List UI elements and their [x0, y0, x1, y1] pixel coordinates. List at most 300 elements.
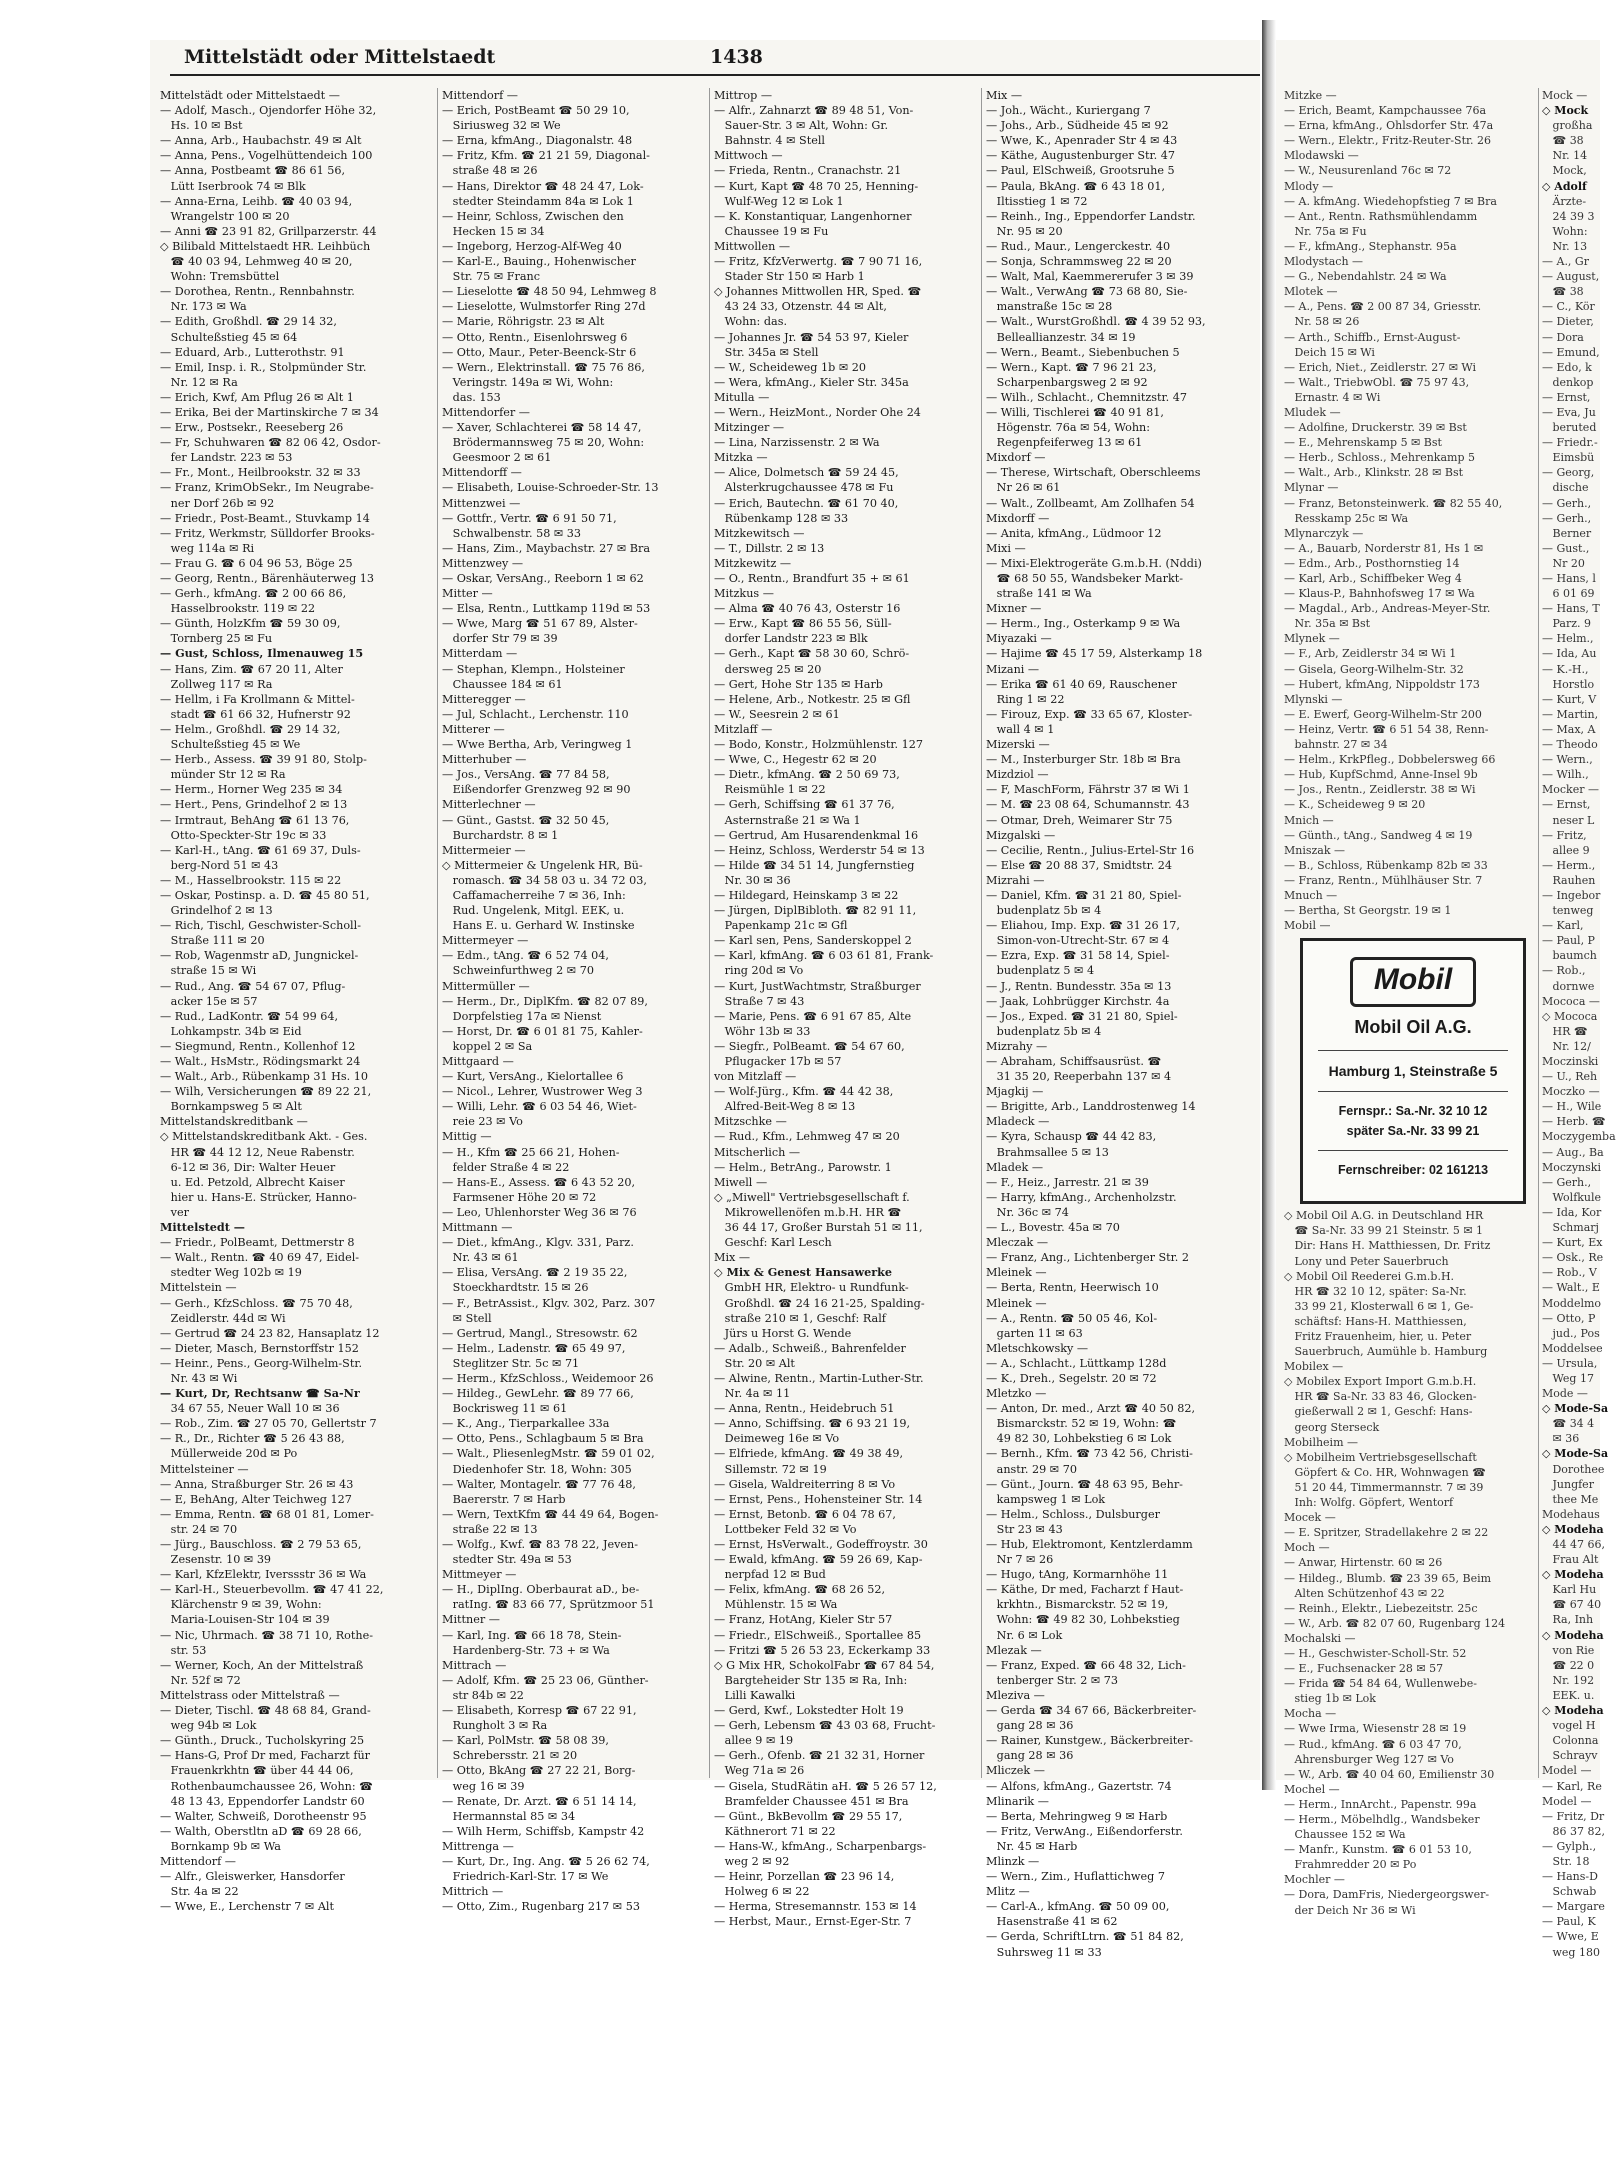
directory-entry-line: ◇ Mode-Sa [1542, 1402, 1609, 1416]
directory-entry-line: Horstlo [1542, 677, 1595, 691]
directory-entry-line: — Manfr., Kunstm. ☎ 6 01 53 10, [1284, 1843, 1472, 1857]
directory-entry-line: Lütt Iserbrook 74 ✉ Blk [160, 179, 306, 193]
directory-entry-line: — Gerh., [1542, 511, 1592, 525]
directory-entry-line: allee 9 ✉ 19 [714, 1734, 794, 1748]
directory-entry-line: Mittermüller — [442, 979, 530, 993]
directory-entry-line: — Ernst, Pens., Hohensteiner Str. 14 [714, 1492, 923, 1506]
directory-entry-line: — O., Rentn., Brandfurt 35 + ✉ 61 [714, 572, 910, 585]
directory-entry-line: — A., Pens. ☎ 2 00 87 34, Griesstr. [1284, 300, 1482, 314]
directory-entry-line: — Wilh Herm, Schiffsb, Kampstr 42 [442, 1824, 645, 1838]
directory-entry-line: Nr. 30 ✉ 36 [714, 873, 791, 887]
directory-entry-line: — Kurt, Ex [1542, 1236, 1603, 1250]
directory-entry-line: Mitzschke — [714, 1115, 787, 1129]
directory-entry-line: straße 210 ✉ 1, Geschf: Ralf [714, 1311, 886, 1325]
directory-entry-line: — Eduard, Arb., Lutterothstr. 91 [160, 345, 345, 359]
directory-entry-line: Mlinzk — [986, 1854, 1040, 1868]
directory-entry-line: stadt ☎ 61 66 32, Hufnerstr 92 [160, 707, 351, 721]
directory-entry-line: — K., Ang., Tierparkallee 33a [442, 1417, 610, 1431]
directory-entry-line: — Heinr., Pens., Georg-Wilhelm-Str. [160, 1356, 363, 1370]
mobil-oil-advertisement [1300, 938, 1526, 1204]
directory-entry-line: ◇ G Mix HR, SchokolFabr ☎ 67 84 54, [714, 1658, 935, 1672]
directory-entry-line: tenweg [1542, 904, 1594, 918]
directory-entry-line: Zollweg 117 ✉ Ra [160, 677, 273, 691]
directory-entry-line: — Fr., Mont., Heilbrookstr. 32 ✉ 33 [160, 466, 361, 480]
directory-entry-line: — Jürg., Bauschloss. ☎ 2 79 53 65, [160, 1538, 362, 1551]
directory-entry-line: der Deich Nr 36 ✉ Wi [1284, 1903, 1416, 1917]
directory-entry-line: — Gerh., KfzSchloss. ☎ 75 70 48, [160, 1296, 353, 1310]
directory-entry-line: Mocker — [1542, 783, 1599, 797]
directory-entry-line: — Martin, [1542, 707, 1599, 721]
directory-entry-line: — Ingebor [1542, 888, 1601, 902]
directory-entry-line: — Elisa, VersAng. ☎ 2 19 35 22, [442, 1266, 628, 1280]
directory-entry-line: Rübenkamp 128 ✉ 33 [714, 511, 849, 525]
directory-entry-line: — Mixi-Elektrogeräte G.m.b.H. (Nddi) [986, 556, 1202, 570]
directory-entry-line: Mjagkij — [986, 1085, 1044, 1099]
directory-entry-line: — Wwe, K., Apenrader Str 4 ✉ 43 [986, 134, 1178, 148]
directory-column-2 [442, 88, 704, 1914]
directory-entry-line: Nr. 43 ✉ Wi [160, 1371, 238, 1385]
directory-entry-line: — Erich, Beamt, Kampchaussee 76a [1284, 104, 1487, 118]
directory-entry-line: Pflugacker 17b ✉ 57 [714, 1055, 842, 1068]
directory-entry-line: Mobilheim — [1284, 1435, 1359, 1449]
directory-entry-line: — Gerda ☎ 34 67 66, Bäckerbreiter- [986, 1704, 1197, 1718]
directory-entry-line: Mnuch — [1284, 888, 1338, 902]
directory-entry-line: — F., kfmAng., Stephanstr. 95a [1284, 239, 1457, 253]
directory-entry-line: Asternstraße 21 ✉ Wa 1 [714, 813, 861, 827]
directory-entry-line: EEK. u. [1542, 1688, 1595, 1702]
directory-entry-line: — Hildegard, Heinskamp 3 ✉ 22 [714, 888, 899, 902]
directory-entry-line: — E, BehAng, Alter Teichweg 127 [160, 1492, 352, 1506]
directory-entry-line: Parz. 9 [1542, 617, 1592, 631]
directory-entry-line: 33 99 21, Klosterwall 6 ✉ 1, Ge- [1284, 1299, 1474, 1313]
directory-entry-line: — Wwe Bertha, Arb, Veringweg 1 [442, 738, 633, 752]
directory-entry-line: Mittwoch — [714, 149, 783, 163]
directory-entry-line: Mizani — [986, 662, 1040, 676]
directory-entry-line: — Gisela, Waldreiterring 8 ✉ Vo [714, 1477, 896, 1491]
directory-entry-line: Mochler — [1284, 1873, 1345, 1887]
directory-entry-line: — Hans-D [1542, 1870, 1598, 1884]
directory-entry-line: — T., Dillstr. 2 ✉ 13 [714, 541, 825, 555]
directory-entry-line: — Willi, Lehr. ☎ 6 03 54 46, Wiet- [442, 1100, 637, 1114]
directory-entry-line: das. 153 [442, 390, 501, 404]
right-page-column-1 [1284, 88, 1534, 1917]
directory-entry-line: Mlody — [1284, 179, 1334, 193]
directory-entry-line: Sillemstr. 72 ✉ 19 [714, 1462, 827, 1476]
directory-entry-line: — Paul, P [1542, 934, 1595, 948]
directory-entry-line: — August, [1542, 270, 1600, 284]
directory-entry-line: Mittendorff — [442, 466, 522, 480]
directory-entry-line: budenplatz 5b ✉ 4 [986, 1024, 1102, 1038]
directory-entry-line: — Edo, k [1542, 360, 1592, 374]
directory-entry-line: — Kurt, Kapt ☎ 48 70 25, Henning- [714, 179, 919, 193]
directory-entry-line: von Rie [1542, 1643, 1595, 1657]
directory-entry-line: — Helm., Ladenstr. ☎ 65 49 97, [442, 1341, 626, 1355]
directory-entry-line: Mlodawski — [1284, 149, 1359, 163]
directory-entry-line: — Jos., Exped. ☎ 31 21 80, Spiel- [986, 1009, 1178, 1023]
directory-entry-line: ◇ Modeha [1542, 1704, 1604, 1718]
directory-entry-line: Chaussee 19 ✉ Fu [714, 224, 829, 238]
directory-entry-line: — Gust, Schloss, Ilmenauweg 15 [160, 646, 364, 661]
directory-entry-line: — Fritz, Kfm. ☎ 21 21 59, Diagonal- [442, 149, 650, 163]
directory-entry-line: Mitterhuber — [442, 753, 527, 767]
directory-entry-line: neser L [1542, 813, 1595, 827]
directory-entry-line: — Walt., Rentn. ☎ 40 69 47, Eidel- [160, 1251, 360, 1265]
directory-entry-line: — Walt., WurstGroßhdl. ☎ 4 39 52 93, [986, 315, 1206, 329]
directory-entry-line: Simon-von-Utrecht-Str. 67 ✉ 4 [986, 934, 1170, 948]
directory-entry-line: — Friedr.- [1542, 436, 1598, 450]
directory-entry-line: Caffamacherreihe 7 ✉ 36, Inh: [442, 888, 626, 902]
directory-entry-line: Schwab [1542, 1885, 1597, 1899]
directory-entry-line: Farmsener Höhe 20 ✉ 72 [442, 1190, 597, 1204]
directory-entry-line: weg 180 [1542, 1945, 1600, 1959]
directory-entry-line: — Adolfine, Druckerstr. 39 ✉ Bst [1284, 421, 1467, 435]
directory-entry-line: romasch. ☎ 34 58 03 u. 34 72 03, [442, 873, 647, 887]
book-gutter [1262, 20, 1276, 1790]
directory-entry-line: — Edith, Großhdl. ☎ 29 14 32, [160, 315, 337, 329]
directory-entry-line: — Hub, Elektromont, Kentzlerdamm [986, 1538, 1193, 1551]
directory-entry-line: — Ida, Kor [1542, 1205, 1602, 1219]
directory-column-1 [160, 88, 432, 1914]
directory-entry-line: Maria-Louisen-Str 104 ✉ 39 [160, 1613, 330, 1627]
directory-entry-line: budenplatz 5 ✉ 4 [986, 964, 1095, 978]
column-divider [709, 88, 710, 1778]
directory-entry-line: Zesenstr. 10 ✉ 39 [160, 1553, 272, 1567]
directory-entry-line: — Herm., [1542, 858, 1596, 872]
directory-entry-line: Wolfkule [1542, 1190, 1602, 1204]
directory-entry-line: dische [1542, 481, 1589, 495]
directory-entry-line: — Emma, Rentn. ☎ 68 01 81, Lomer- [160, 1507, 374, 1521]
directory-entry-line: Inh: Wolfg. Göpfert, Wentorf [1284, 1496, 1454, 1510]
directory-entry-line: Käthnerort 71 ✉ 22 [714, 1824, 836, 1838]
directory-entry-line: ☎ 38 [1542, 134, 1584, 148]
directory-entry-line: — Sonja, Schrammsweg 22 ✉ 20 [986, 255, 1172, 269]
directory-entry-line: — Erw., Kapt ☎ 86 55 56, Süll- [714, 617, 892, 631]
directory-entry-line: Mlynski — [1284, 692, 1343, 706]
directory-entry-line: — Wern, TextKfm ☎ 44 49 64, Bogen- [442, 1507, 659, 1521]
directory-entry-line: — Wilh., [1542, 768, 1589, 782]
directory-entry-line: Bargteheider Str 135 ✉ Ra, Inh: [714, 1673, 908, 1687]
directory-entry-line: — Ernst, [1542, 798, 1591, 812]
directory-entry-line: Mlezak — [986, 1643, 1042, 1657]
directory-entry-line: Nr. 6 ✉ Lok [986, 1628, 1063, 1642]
directory-entry-line: — Otto, Maur., Peter-Beenck-Str 6 [442, 345, 637, 359]
directory-entry-line: Mühlenstr. 15 ✉ Wa [714, 1598, 838, 1612]
directory-entry-line: Str. 345a ✉ Stell [714, 345, 819, 359]
directory-entry-line: — Karl-E., Bauing., Hohenwischer [442, 255, 636, 269]
directory-entry-line: ◇ Modeha [1542, 1522, 1604, 1536]
directory-entry-line: — Alwine, Rentn., Martin-Luther-Str. [714, 1371, 924, 1385]
directory-entry-line: Friedrich-Karl-Str. 17 ✉ We [442, 1870, 609, 1884]
directory-entry-line: Wrangelstr 100 ✉ 20 [160, 209, 290, 223]
directory-entry-line: Mittelstedt — [160, 1220, 245, 1235]
directory-entry-line: Lohkampstr. 34b ✉ Eid [160, 1024, 302, 1038]
directory-entry-line: — E. Ewerf, Georg-Wilhelm-Str 200 [1284, 707, 1482, 721]
directory-entry-line: — H., Wile [1542, 1100, 1602, 1114]
directory-entry-line: — Günth, HolzKfm ☎ 59 30 09, [160, 617, 341, 631]
directory-entry-line: Jürs u Horst G. Wende [714, 1326, 852, 1340]
directory-entry-line: — Ursula, [1542, 1356, 1598, 1370]
directory-entry-line: — Gerh., [1542, 496, 1592, 510]
directory-entry-line: — Else ☎ 20 88 37, Smidtstr. 24 [986, 858, 1173, 872]
directory-entry-line: Mitzke — [1284, 89, 1337, 102]
directory-entry-line: krkhtn., Bismarckstr. 52 ✉ 19, [986, 1598, 1169, 1612]
directory-entry-line: — Emund, [1542, 345, 1600, 359]
directory-entry-line: — Walt., VerwAng ☎ 73 68 80, Sie- [986, 285, 1188, 299]
directory-entry-line: — Gerh., Ofenb. ☎ 21 32 31, Horner [714, 1749, 925, 1763]
directory-entry-line: — Georg, [1542, 466, 1595, 480]
directory-entry-line: — Walt., TriebwObl. ☎ 75 97 43, [1284, 375, 1470, 389]
directory-entry-line: — Frieda, Rentn., Cranachstr. 21 [714, 164, 902, 178]
directory-entry-line: Chaussee 152 ✉ Wa [1284, 1828, 1406, 1842]
directory-entry-line: — Hans-W., kfmAng., Scharpenbargs- [714, 1839, 927, 1853]
directory-entry-line: — Edm., tAng. ☎ 6 52 74 04, [442, 949, 609, 963]
directory-entry-line: Str. 20 ✉ Alt [714, 1356, 795, 1370]
directory-entry-line: — Heinz, Schloss, Werderstr 54 ✉ 13 [714, 843, 925, 857]
directory-entry-line: Mletschkowsky — [986, 1341, 1089, 1355]
directory-entry-line: — H., DiplIng. Oberbaurat aD., be- [442, 1583, 640, 1597]
directory-entry-line: Hardenberg-Str. 73 + ✉ Wa [442, 1643, 610, 1657]
ad-telex: Fernschreiber: 02 161213 [1337, 1163, 1489, 1177]
directory-entry-line: — Franz, Exped. ☎ 66 48 32, Lich- [986, 1658, 1186, 1672]
directory-entry-line: Rauhen [1542, 873, 1596, 887]
directory-entry-line: Diedenhofer Str. 18, Wohn: 305 [442, 1462, 632, 1476]
directory-entry-line: — Johannes Jr. ☎ 54 53 97, Kieler [714, 330, 909, 344]
directory-entry-line: — Paul, ElSchweiß, Grootsruhe 5 [986, 164, 1175, 178]
directory-entry-line: Str. 18 [1542, 1854, 1590, 1868]
directory-entry-line: Mludek — [1284, 405, 1341, 419]
directory-entry-line: Mizrahi — [986, 873, 1045, 887]
directory-entry-line: — Ida, Au [1542, 647, 1597, 661]
directory-entry-line: — Otto, Pens., Schlagbaum 5 ✉ Bra [442, 1432, 644, 1446]
directory-entry-line: 34 67 55, Neuer Wall 10 ✉ 36 [160, 1402, 340, 1416]
directory-entry-line: Ahrensburger Weg 127 ✉ Vo [1284, 1752, 1454, 1766]
directory-entry-line: — Hubert, kfmAng, Nippoldstr 173 [1284, 677, 1480, 691]
directory-entry-line: — Gottfr., Vertr. ☎ 6 91 50 71, [442, 511, 617, 525]
directory-entry-line: — Gertrud, Mangl., Stresowstr. 62 [442, 1326, 638, 1340]
directory-entry-line: — Rob, Wagenmstr aD, Jungnickel- [160, 949, 359, 963]
directory-entry-line: straße 48 ✉ 26 [442, 164, 538, 178]
directory-entry-line: Högenstr. 76a ✉ 54, Wohn: [986, 421, 1151, 435]
directory-entry-line: — Karl, [1542, 919, 1584, 933]
directory-entry-line: weg 2 ✉ 92 [714, 1854, 790, 1868]
directory-entry-line: Nr. 45 ✉ Harb [986, 1839, 1078, 1853]
directory-entry-line: Mittelsteiner — [160, 1462, 249, 1476]
directory-entry-line: — Erich, PostBeamt ☎ 50 29 10, [442, 104, 630, 118]
directory-entry-line: — Herm., Ing., Osterkamp 9 ✉ Wa [986, 617, 1181, 631]
directory-entry-line: ◇ Bilibald Mittelstaedt HR. Leihbüch [160, 239, 371, 253]
directory-entry-line: Schrayv [1542, 1749, 1598, 1763]
directory-entry-line: ✉ 36 [1542, 1432, 1580, 1446]
directory-entry-line: — M., Insterburger Str. 18b ✉ Bra [986, 753, 1181, 767]
directory-entry-line: — Hellm, i Fa Krollmann & Mittel- [160, 692, 355, 706]
directory-entry-line: — Rainer, Kunstgew., Bäckerbreiter- [986, 1734, 1194, 1748]
page-number: 1438 [710, 46, 763, 68]
directory-entry-line: Mitterlechner — [442, 798, 536, 812]
directory-entry-line: Straße 7 ✉ 43 [714, 994, 805, 1008]
directory-entry-line: — Walt., Zollbeamt, Am Zollhafen 54 [986, 496, 1195, 510]
directory-entry-line: — Wwe, E [1542, 1930, 1599, 1944]
directory-entry-line: Moczinski [1542, 1055, 1599, 1068]
directory-entry-line: Nr. 12 ✉ Ra [160, 375, 238, 389]
directory-entry-line: ◇ Modeha [1542, 1628, 1604, 1642]
directory-entry-line: — Hans, Zim., Maybachstr. 27 ✉ Bra [442, 541, 651, 555]
directory-entry-line: — Hans, Zim. ☎ 67 20 11, Alter [160, 662, 343, 676]
directory-entry-line: ring 20d ✉ Vo [714, 964, 804, 978]
directory-entry-line: Ernastr. 4 ✉ Wi [1284, 390, 1381, 404]
directory-entry-line: baumch [1542, 949, 1597, 963]
directory-entry-line: — Paul, K [1542, 1915, 1596, 1929]
directory-entry-line: — Hajime ☎ 45 17 59, Alsterkamp 18 [986, 647, 1203, 661]
directory-entry-line: 48 13 43, Eppendorfer Landstr 60 [160, 1794, 365, 1808]
directory-entry-line: Moch — [1284, 1541, 1330, 1555]
directory-entry-line: — Gerh, Lebensm ☎ 43 03 68, Frucht- [714, 1719, 936, 1733]
directory-entry-line: Brahmsallee 5 ✉ 13 [986, 1145, 1109, 1159]
page-title: Mittelstädt oder Mittelstaedt [184, 46, 496, 68]
directory-entry-line: — Firouz, Exp. ☎ 33 65 67, Kloster- [986, 707, 1193, 721]
directory-entry-line: Schulteßstieg 45 ✉ 64 [160, 330, 298, 344]
directory-entry-line: Eißendorfer Grenzweg 92 ✉ 90 [442, 783, 631, 797]
directory-entry-line: — Reinh., Elektr., Liebezeitstr. 25c [1284, 1601, 1478, 1615]
directory-entry-line: Reismühle 1 ✉ 22 [714, 783, 826, 797]
directory-entry-line: — E. Spritzer, Stradellakehre 2 ✉ 22 [1284, 1526, 1489, 1540]
directory-entry-line: Mococa — [1542, 994, 1600, 1008]
directory-entry-line: Jungfer [1542, 1477, 1594, 1491]
directory-entry-line: — Fritzi ☎ 5 26 53 23, Eckerkamp 33 [714, 1643, 931, 1657]
directory-entry-line: Alten Schützenhof 43 ✉ 22 [1284, 1586, 1445, 1600]
directory-entry-line: — Bodo, Konstr., Holzmühlenstr. 127 [714, 738, 923, 752]
directory-entry-line: — Gylph., [1542, 1839, 1597, 1853]
directory-entry-line: Mittermeier — [442, 843, 526, 857]
directory-entry-line: — Renate, Dr. Arzt. ☎ 6 51 14 14, [442, 1794, 637, 1808]
directory-entry-line: felder Straße 4 ✉ 22 [442, 1160, 570, 1174]
directory-entry-line: — J., Rentn. Bundesstr. 35a ✉ 13 [986, 979, 1172, 993]
directory-entry-line: — Anni ☎ 23 91 82, Grillparzerstr. 44 [160, 224, 377, 238]
directory-entry-line: — Karl-H., tAng. ☎ 61 69 37, Duls- [160, 843, 361, 857]
directory-entry-line: Mittenzwei — [442, 496, 521, 510]
directory-entry-line: — Karl, Ing. ☎ 66 18 78, Stein- [442, 1628, 622, 1642]
directory-entry-line: Nr. 4a ✉ 11 [714, 1387, 791, 1401]
directory-entry-line: — Gertrud, Am Husarendenkmal 16 [714, 828, 919, 842]
directory-entry-line: Stoeckhardtstr. 15 ✉ 26 [442, 1281, 589, 1295]
directory-entry-line: Mittelstein — [160, 1281, 237, 1295]
directory-entry-line: — Herb., Schloss., Mehrenkamp 5 [1284, 451, 1475, 465]
directory-entry-line: — Harry, kfmAng., Archenholzstr. [986, 1190, 1177, 1204]
directory-entry-line: stieg 1b ✉ Lok [1284, 1692, 1376, 1706]
directory-entry-line: Nr 20 [1542, 556, 1585, 570]
directory-entry-line: Geesmoor 2 ✉ 61 [442, 451, 552, 465]
directory-entry-line: anstr. 29 ✉ 70 [986, 1462, 1077, 1476]
directory-entry-line: manstraße 15c ✉ 28 [986, 300, 1113, 314]
directory-entry-line: — Theodo [1542, 738, 1598, 752]
directory-entry-line: 6 01 69 [1542, 587, 1595, 601]
directory-entry-line: HR ☎ [1542, 1024, 1588, 1038]
directory-entry-line: Mliczek — [986, 1764, 1045, 1778]
directory-entry-line: Mittmeyer — [442, 1568, 517, 1582]
directory-entry-line: Nr. 14 [1542, 149, 1588, 163]
directory-entry-line: ◇ Mock [1542, 104, 1589, 118]
directory-entry-line: — Gert, Hohe Str 135 ✉ Harb [714, 677, 883, 691]
column-divider [437, 88, 438, 1778]
directory-entry-line: Burchardstr. 8 ✉ 1 [442, 828, 559, 842]
directory-entry-line: Moddelmo [1542, 1296, 1602, 1310]
directory-entry-line: — Willi, Tischlerei ☎ 40 91 81, [986, 405, 1164, 419]
directory-entry-line: — Eliahou, Imp. Exp. ☎ 31 26 17, [986, 919, 1180, 933]
directory-entry-line: gang 28 ✉ 36 [986, 1749, 1074, 1763]
directory-entry-line: Dorothee [1542, 1462, 1605, 1476]
directory-entry-line: — Gerh, Schiffsing ☎ 61 37 76, [714, 798, 895, 812]
directory-entry-line: Hs. 10 ✉ Bst [160, 119, 243, 133]
directory-entry-line: Mitscherlich — [714, 1145, 801, 1159]
directory-entry-line: — Marie, Pens. ☎ 6 91 67 85, Alte [714, 1009, 912, 1023]
directory-entry-line: — Carl-A., kfmAng. ☎ 50 09 00, [986, 1900, 1170, 1914]
directory-entry-line: Mitulla — [714, 390, 770, 404]
column-divider [1538, 88, 1539, 1778]
directory-entry-line: — Emil, Insp. i. R., Stolpmünder Str. [160, 360, 367, 374]
ad-divider [1318, 1050, 1508, 1051]
directory-entry-line: Dorpfelstieg 17a ✉ Nienst [442, 1009, 602, 1023]
directory-entry-line: Mleczak — [986, 1236, 1049, 1250]
directory-entry-line: — Franz, KrimObSekr., Im Neugrabe- [160, 481, 374, 495]
directory-entry-line: Grindelhof 2 ✉ 13 [160, 904, 273, 918]
directory-entry-line: Nr. 58 ✉ 26 [1284, 315, 1360, 329]
directory-entry-line: straße 15 ✉ Wi [160, 964, 257, 978]
directory-entry-line: — Rud., kfmAng. ☎ 6 03 47 70, [1284, 1737, 1462, 1751]
directory-entry-line: — Wern., Elektrinstall. ☎ 75 76 86, [442, 360, 645, 374]
directory-entry-line: dorfer Str 79 ✉ 39 [442, 632, 558, 646]
directory-entry-line: Nr. 13 [1542, 239, 1588, 253]
directory-entry-line: Eimsbü [1542, 451, 1595, 465]
directory-entry-line: — Wern., [1542, 753, 1593, 767]
directory-entry-line: — Rud., Maur., Lengerckestr. 40 [986, 239, 1171, 253]
directory-entry-line: — Lieselotte, Wulmstorfer Ring 27d [442, 300, 646, 314]
directory-entry-line: 31 35 20, Reeperbahn 137 ✉ 4 [986, 1070, 1172, 1084]
directory-entry-line: — Alfr., Zahnarzt ☎ 89 48 51, Von- [714, 104, 914, 118]
directory-entry-line: Mittelstandskreditbank — [160, 1115, 308, 1129]
directory-entry-line: Mlitz — [986, 1885, 1030, 1899]
directory-entry-line: — Erika ☎ 61 40 69, Rauschener [986, 677, 1177, 691]
directory-entry-line: Müllerweide 20d ✉ Po [160, 1447, 298, 1461]
directory-entry-line: Geschf: Karl Lesch [714, 1236, 832, 1250]
page-header [170, 40, 1260, 76]
directory-entry-line: Belleallianzestr. 34 ✉ 19 [986, 330, 1136, 344]
directory-entry-line: Lottbeker Feld 32 ✉ Vo [714, 1522, 857, 1536]
directory-entry-line: — Anna, Pens., Vogelhüttendeich 100 [160, 149, 373, 163]
directory-entry-line: — Erna, kfmAng., Diagonalstr. 48 [442, 134, 633, 148]
directory-entry-line: — Kurt, VersAng., Kielortallee 6 [442, 1070, 624, 1084]
directory-entry-line: Hasselbrookstr. 119 ✉ 22 [160, 602, 316, 616]
directory-entry-line: — Hildeg., GewLehr. ☎ 89 77 66, [442, 1387, 634, 1401]
directory-entry-line: Nr. 95 ✉ 20 [986, 224, 1063, 238]
directory-entry-line: stedter Weg 102b ✉ 19 [160, 1266, 302, 1280]
directory-entry-line: — K.-H., [1542, 662, 1589, 676]
directory-entry-line: — Otto, Rentn., Eisenlohrsweg 6 [442, 330, 628, 344]
directory-entry-line: Klärchenstr 9 ✉ 39, Wohn: [160, 1598, 322, 1612]
directory-entry-line: — Hans-E., Assess. ☎ 6 43 52 20, [442, 1175, 636, 1189]
directory-entry-line: Veringstr. 149a ✉ Wi, Wohn: [442, 375, 614, 389]
directory-entry-line: — Otto, BkAng ☎ 27 22 21, Borg- [442, 1764, 636, 1778]
directory-entry-line: — Adolf, Masch., Ojendorfer Höhe 32, [160, 104, 377, 118]
directory-column-3 [714, 88, 976, 1929]
directory-entry-line: Str. 4a ✉ 22 [160, 1885, 239, 1899]
directory-entry-line: — Paula, BkAng. ☎ 6 43 18 01, [986, 179, 1166, 193]
directory-entry-line: — Rud., Ang. ☎ 54 67 07, Pflug- [160, 979, 346, 993]
directory-entry-line: Mittrach — [442, 1658, 507, 1672]
directory-entry-line: gießerwall 2 ✉ 1, Geschf: Hans- [1284, 1405, 1473, 1419]
directory-entry-line: Fritz Frauenheim, hier, u. Peter [1284, 1330, 1472, 1343]
directory-entry-line: Mitzlaff — [714, 722, 773, 736]
directory-entry-line: — Walt., Arb., Rübenkamp 31 Hs. 10 [160, 1070, 368, 1084]
directory-entry-line: — Erika, Bei der Martinskirche 7 ✉ 34 [160, 405, 379, 419]
